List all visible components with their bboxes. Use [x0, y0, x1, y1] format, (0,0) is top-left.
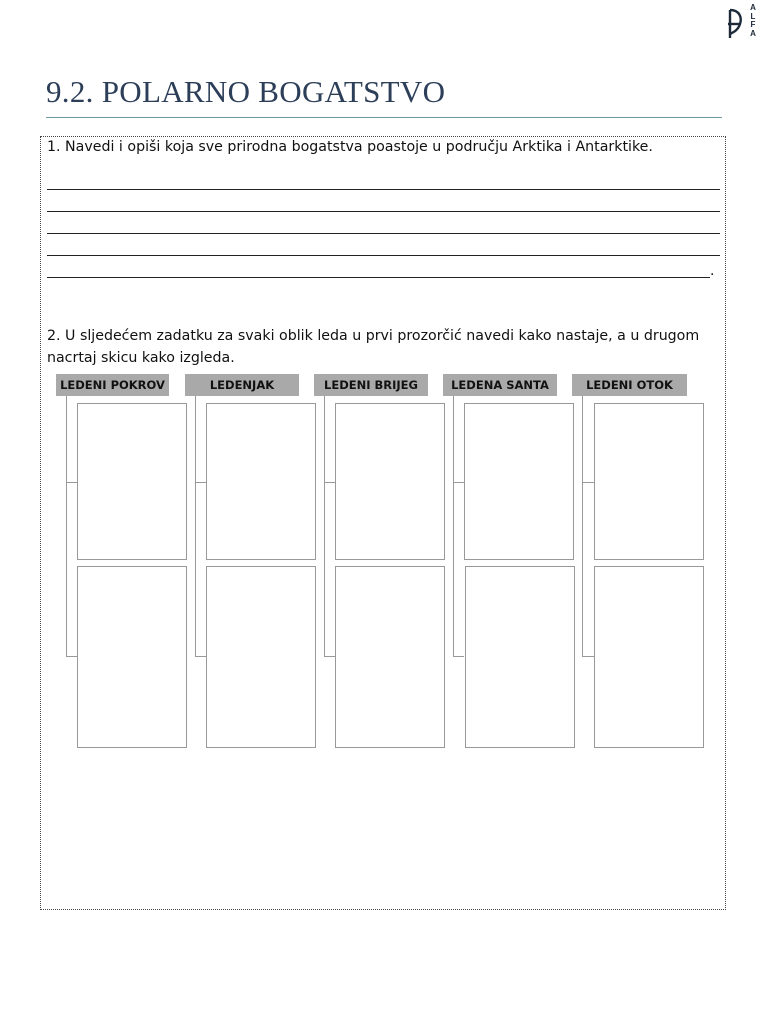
bracket-line [324, 396, 325, 656]
column-label-ledeni-pokrov: LEDENI POKROV [56, 374, 169, 396]
bracket-line [324, 482, 335, 483]
task2-prompt: 2. U sljedećem zadatku za svaki oblik leda u prvi prozorčić navedi kako nastaje, a u drugom nacrtaj skicu kako izgleda. [47, 328, 700, 366]
description-box[interactable] [335, 403, 445, 560]
bracket-line [453, 396, 454, 656]
sketch-box[interactable] [465, 566, 575, 748]
answer-line[interactable] [47, 211, 720, 212]
bracket-line [66, 482, 77, 483]
bracket-line [66, 656, 77, 657]
column-label-ledena-santa: LEDENA SANTA [443, 374, 557, 396]
column-label-ledeni-otok: LEDENI OTOK [572, 374, 687, 396]
bracket-line [582, 482, 594, 483]
bracket-line [453, 482, 464, 483]
logo-text [746, 4, 760, 38]
answer-line[interactable] [47, 189, 720, 190]
description-box[interactable] [464, 403, 574, 560]
bracket-line [324, 656, 335, 657]
logo-letter: A [750, 3, 756, 12]
logo-letter: F [750, 20, 756, 29]
description-box[interactable] [594, 403, 704, 560]
sketch-box[interactable] [77, 566, 187, 748]
sketch-box[interactable] [594, 566, 704, 748]
bracket-line [195, 656, 206, 657]
logo-letter: L [750, 11, 756, 21]
bracket-line [582, 396, 583, 656]
description-box[interactable] [206, 403, 316, 560]
bracket-line [195, 396, 196, 656]
answer-line[interactable] [47, 233, 720, 234]
column-label-ledenjak: LEDENJAK [185, 374, 299, 396]
sketch-box[interactable] [335, 566, 445, 748]
answer-line[interactable] [47, 277, 710, 278]
answer-line[interactable] [47, 255, 720, 256]
bracket-line [453, 656, 464, 657]
bracket-line [66, 396, 67, 656]
sketch-box[interactable] [206, 566, 316, 748]
description-box[interactable] [77, 403, 187, 560]
column-label-ledeni-brijeg: LEDENI BRIJEG [314, 374, 428, 396]
logo-letter: A [750, 28, 756, 38]
title-divider [46, 117, 722, 118]
bracket-line [582, 656, 594, 657]
bracket-line [195, 482, 206, 483]
task1-prompt: 1. Navedi i opiši koja sve prirodna bogatstva poastoje u području Arktika i Antarktike. [47, 139, 653, 155]
answer-end-period: . [710, 263, 715, 279]
page-title: 9.2. POLARNO BOGATSTVO [46, 74, 446, 109]
